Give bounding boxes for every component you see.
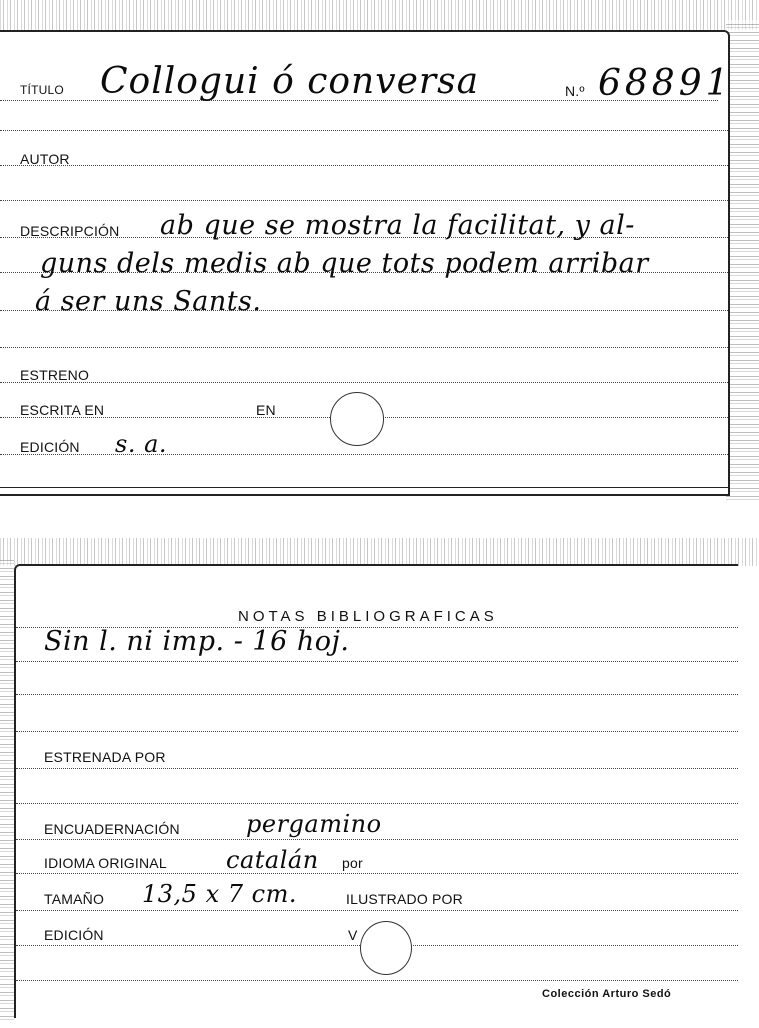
- descripcion-line-1: ab que se mostra la facilitat, y al-: [160, 210, 635, 241]
- en-label: EN: [256, 402, 276, 418]
- edicion-back-label: EDICIÓN: [44, 927, 104, 943]
- punch-hole: [330, 392, 384, 446]
- idioma-label: IDIOMA ORIGINAL: [44, 855, 167, 871]
- v-label: V: [348, 927, 358, 943]
- numero-label: N.º: [565, 83, 585, 99]
- punch-hole-back: [360, 921, 412, 975]
- scan-noise-top: [0, 0, 759, 30]
- descripcion-label: DESCRIPCIÓN: [20, 223, 120, 239]
- descripcion-line-3: á ser uns Sants.: [35, 286, 262, 317]
- numero-value: 68891: [598, 63, 733, 104]
- ilustrado-label: ILUSTRADO POR: [346, 891, 463, 907]
- autor-label: AUTOR: [20, 151, 70, 167]
- encuadernacion-label: ENCUADERNACIÓN: [44, 821, 180, 837]
- scan-noise-middle: [0, 538, 759, 566]
- idioma-value: catalán: [226, 846, 319, 874]
- descripcion-line-2: guns dels medis ab que tots podem arribar: [40, 248, 649, 279]
- titulo-label: TÍTULO: [20, 83, 64, 97]
- notas-heading: NOTAS BIBLIOGRAFICAS: [238, 608, 498, 625]
- tamano-label: TAMAÑO: [44, 891, 105, 907]
- edicion-label: EDICIÓN: [20, 439, 80, 455]
- por-label: por: [342, 855, 363, 871]
- escrita-en-label: ESCRITA EN: [20, 402, 105, 418]
- estreno-label: ESTRENO: [20, 367, 90, 383]
- collection-credit: Colección Arturo Sedó: [542, 988, 672, 1000]
- edicion-value: s. a.: [115, 430, 168, 458]
- estrenada-por-label: ESTRENADA POR: [44, 749, 166, 765]
- notas-value: Sin l. ni imp. - 16 hoj.: [44, 626, 350, 657]
- scan-noise-left: [0, 560, 14, 1020]
- back-card: [14, 564, 738, 1018]
- front-card: [0, 30, 733, 496]
- tamano-value: 13,5 x 7 cm.: [142, 880, 297, 908]
- encuadernacion-value: pergamino: [246, 810, 382, 838]
- titulo-value: Collogui ó conversa: [100, 61, 480, 102]
